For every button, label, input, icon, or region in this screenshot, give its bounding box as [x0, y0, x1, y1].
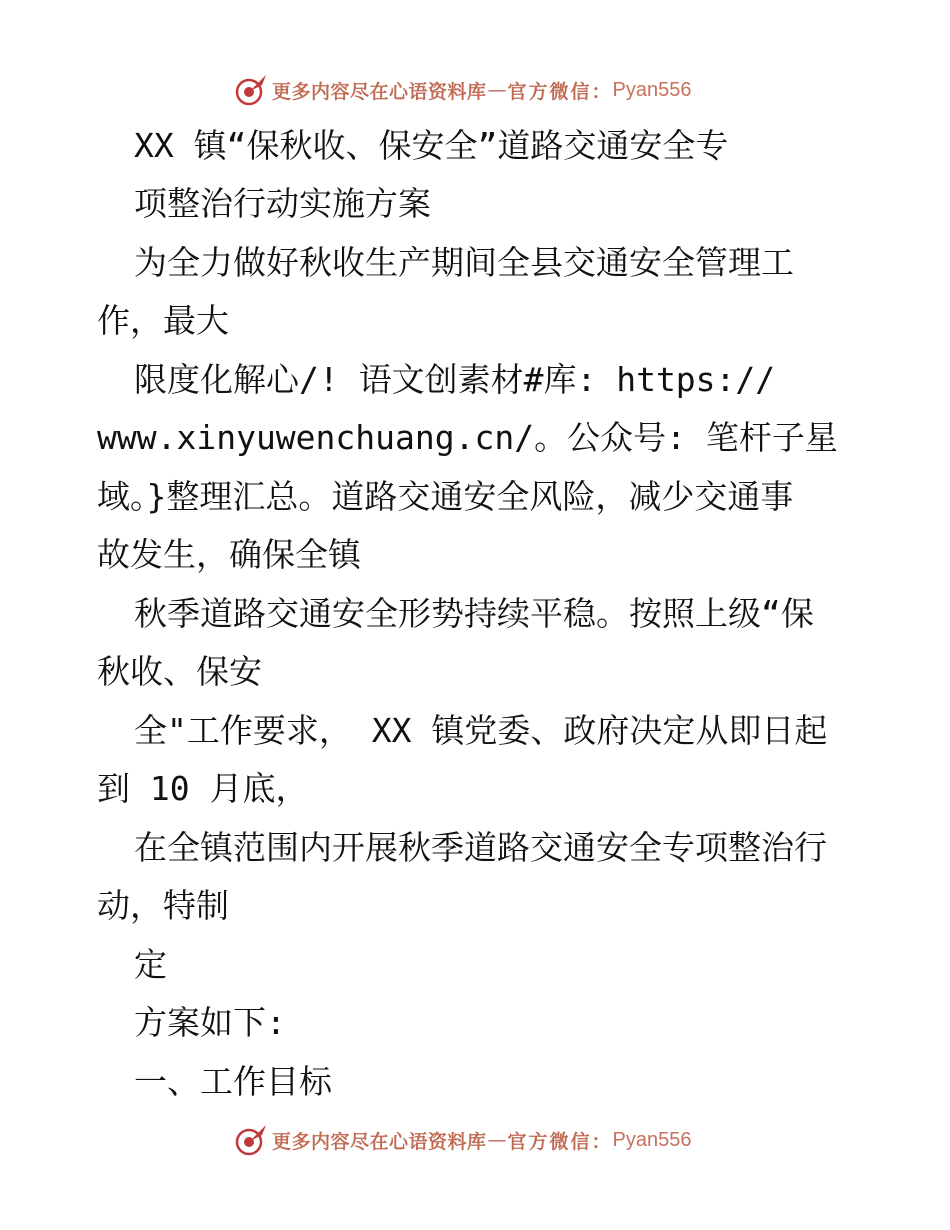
watermark-dash: —: [487, 1129, 507, 1151]
doc-line: 秋季道路交通安全形势持续平稳。按照上级“保: [134, 594, 814, 633]
doc-line: 限度化解心/! 语文创素材#库: https://: [134, 360, 776, 399]
watermark-label: 官方微信：: [507, 80, 613, 103]
watermark-text: 更多内容尽在心语资料库: [272, 1130, 487, 1153]
doc-line: 故发生，确保全镇: [97, 535, 361, 574]
quill-logo-icon: [234, 73, 268, 107]
doc-line: 到 10 月底，: [97, 769, 309, 808]
section-heading: 一、工作目标: [134, 1062, 332, 1101]
watermark-dash: —: [487, 79, 507, 101]
watermark-id: Pyan556: [612, 78, 692, 101]
doc-line: 域。}整理汇总。道路交通安全风险，减少交通事: [97, 477, 794, 516]
watermark-banner-bottom: [234, 1122, 692, 1158]
watermark-banner-top: [234, 72, 692, 108]
watermark-label: 官方微信：: [507, 1130, 613, 1153]
doc-title-line-1: XX 镇“保秋收、保安全”道路交通安全专: [134, 126, 729, 165]
quill-logo-icon: [234, 1123, 268, 1157]
doc-line: 动，特制: [97, 886, 229, 925]
doc-line: 作，最大: [97, 301, 229, 340]
doc-line: www.xinyuwenchuang.cn/。公众号: 笔杆子星: [97, 418, 838, 457]
doc-line: 全"工作要求， XX 镇党委、政府决定从即日起: [134, 711, 828, 750]
watermark-text: 更多内容尽在心语资料库: [272, 80, 487, 103]
doc-title-line-2: 项整治行动实施方案: [134, 184, 431, 223]
doc-line: 方案如下:: [134, 1003, 286, 1042]
watermark-id: Pyan556: [612, 1128, 692, 1151]
doc-line: 秋收、保安: [97, 652, 262, 691]
doc-line: 为全力做好秋收生产期间全县交通安全管理工: [134, 243, 794, 282]
doc-line: 在全镇范围内开展秋季道路交通安全专项整治行: [134, 828, 827, 867]
doc-line: 定: [134, 945, 167, 984]
